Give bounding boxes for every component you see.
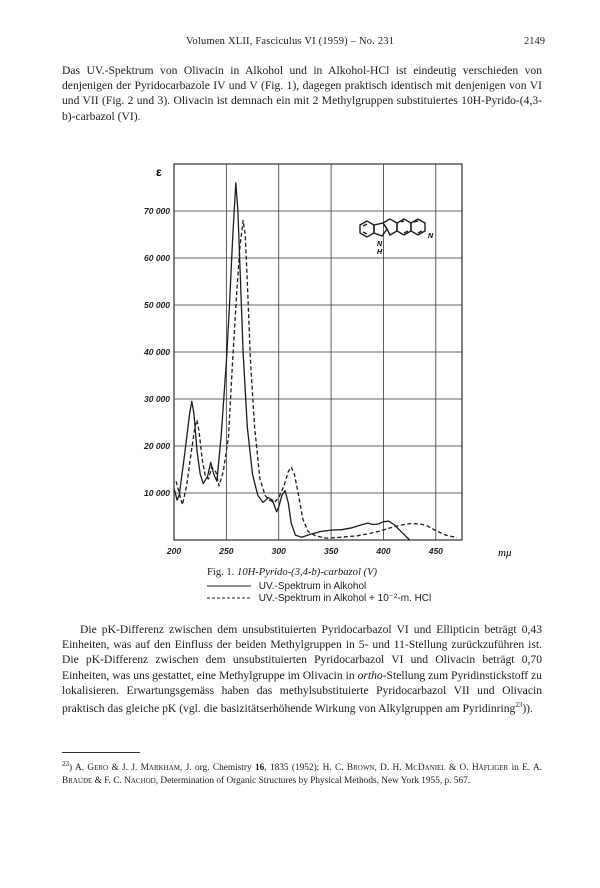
pk-emphasis: ortho [357,668,383,682]
footnote-paren: ) [69,763,73,774]
x-axis-label: mμ [498,547,512,559]
series-line-hcl [176,220,457,538]
x-tick-label: 400 [376,546,391,556]
y-tick-label: 40 000 [144,347,170,357]
running-head: Volumen XLII, Fasciculus VI (1959) – No. 231 [186,36,395,47]
fn-cite1: , J. org. Chemistry [180,763,252,774]
y-tick-label: 70 000 [144,206,170,216]
caption-label: Fig. 1. [207,567,235,578]
y-tick-label: 20 000 [144,441,170,451]
y-axis-label: ε [156,165,162,179]
fn-part2: J. J. [122,763,138,774]
fn-author5: Häfliger [471,763,509,774]
paragraph-intro: Das UV.-Spektrum von Olivacin in Alkohol und in Alkohol-HCl ist eindeutig verschieden von denjenigen der Pyridocarbazole IV und V (Fig. 1), dagegen praktisch identisch mit denjenigen von VI und VII (Fig. 2 und 3). Olivacin ist demnach ein mit 2 Methylgruppen substituiertes 10H-Pyrido-(4,3-b)-carbazol (VI). [62,64,542,123]
fn-part1: A. [74,763,84,774]
paragraph-pk [62,622,542,716]
footnote [62,758,542,788]
series-line-alcohol [174,183,410,540]
legend-dashed-label: UV.-Spektrum in Alkohol + 10⁻²-m. HCl [258,593,432,604]
fn-cite2c: , Determination of Organic Structures by Physical Methods, New York 1955, p. 567. [155,775,471,786]
x-tick-label: 350 [323,546,339,556]
pk-text-middle: -Stellung zum Pyridinstickstoff zu lokalisieren. Erwartungsgemäss haben das methylsubstituierte Pyridocarbazol VII und Olivacin praktisch das gleiche pK (vgl. die basizitätserhöhende Wirkung von Alkylgruppen am Pyridinring [62,668,542,715]
structure-nh-n-label: N [377,241,383,248]
structure-nh-h-label: H [377,249,383,256]
footnote-rule [62,752,140,753]
fn-amp1: & [111,763,119,774]
y-tick-label: 60 000 [144,253,170,263]
carbazole-structure-icon [360,219,425,237]
legend-dashed-line-icon [207,595,251,601]
y-tick-label: 50 000 [144,300,170,310]
fn-author7: Nachod [124,775,156,786]
fn-cite1-rest: , 1835 (1952); H. C. [264,763,344,774]
chart-ticks [143,206,443,556]
footnote-ref: 23 [515,701,523,710]
x-tick-label: 450 [428,546,443,556]
structure-n-label: N [428,233,434,240]
footnote-number: 23 [62,760,69,768]
figure-caption [207,567,377,578]
chart-series [174,183,457,540]
fn-author3: Brown [346,763,375,774]
chart-grid [174,164,462,540]
fn-volume: 16 [254,763,265,774]
x-tick-label: 300 [271,546,286,556]
fn-amp2: & O. [448,763,469,774]
y-tick-label: 10 000 [144,488,170,498]
y-tick-label: 30 000 [144,394,170,404]
x-tick-label: 200 [166,546,182,556]
page-number: 2149 [524,36,545,47]
fn-author6: Braude [62,775,93,786]
fn-author4: McDaniel [404,763,446,774]
fn-cite2a: , D. H. [374,763,402,774]
legend-dashed [207,593,431,604]
caption-title: 10H-Pyrido-(3,4-b)-carbazol (V) [237,567,378,578]
legend-solid [207,581,366,592]
legend-solid-line-icon [207,583,251,589]
fn-author2: Markham [140,763,181,774]
pk-text-start: Die pK-Differenz zwischen dem unsubstituierten Pyridocarbazol VI und Ellipticin beträgt 0,43 Einheiten, was auf den Einfluss der beiden Methylgruppen in 5- und 11-Stellung zurückzuführen ist. Die pK-Differenz zwischen dem unsubstituierten Pyridocarbazol VI und Olivacin beträgt 0,70 Einheiten, was uns gestattet, eine Methylgruppe im Olivacin in [62,623,542,682]
fn-author1: Gero [87,763,109,774]
fn-cite2b: in E. A. [511,763,543,774]
legend-solid-label: UV.-Spektrum in Alkohol [258,581,367,592]
pk-text-end: )). [522,701,533,715]
x-tick-label: 250 [219,546,234,556]
fn-amp3: & F. C. [94,775,122,786]
